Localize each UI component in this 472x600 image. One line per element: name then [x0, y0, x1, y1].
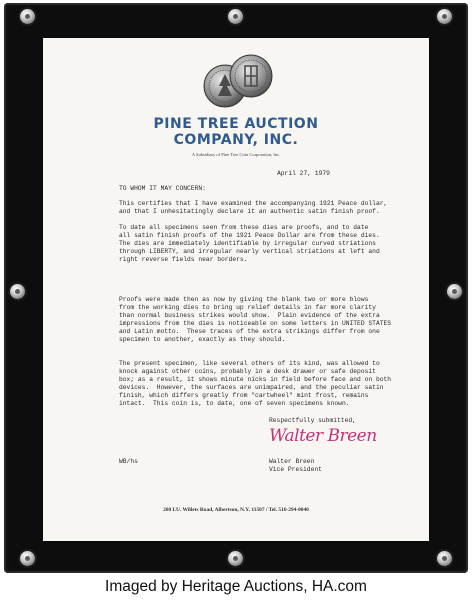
- screw-icon: [20, 9, 35, 24]
- paragraph-2: To date all specimens seen from these dies are proofs, and to date all satin finish proofs of the 1921 Peace Dollar are from these dies. The dies are immediately identifiable by irregular curved striations through LIBERTY, and irregular nearly vertical striations at left and right reverse fields near borders.: [119, 224, 380, 264]
- screw-icon: [437, 551, 452, 566]
- letterhead-address: 200 I.U. Willets Road, Albertson, N.Y. 11507 / Tel. 516-294-0040: [163, 507, 309, 513]
- coins-logo-icon: [201, 52, 275, 112]
- handwritten-signature: Walter Breen: [269, 426, 377, 446]
- screw-icon: [228, 551, 243, 566]
- closing: Respectfully submitted,: [269, 417, 356, 424]
- typist-initials: WB/hs: [119, 458, 138, 465]
- screw-icon: [437, 9, 452, 24]
- signer-title: Vice President: [269, 466, 322, 473]
- screw-icon: [10, 284, 25, 299]
- letter-date: April 27, 1979: [277, 170, 330, 177]
- image-caption: Imaged by Heritage Auctions, HA.com: [105, 578, 367, 595]
- screw-icon: [20, 551, 35, 566]
- letter-page: [43, 38, 429, 541]
- screw-icon: [447, 284, 462, 299]
- paragraph-4: The present specimen, like several others of its kind, was allowed to knock against other coins, probably in a desk drawer or safe deposit box; as a result, it shows minute nicks in field before face and on both devices. However, the surfaces are unimpaired, and the peculiar satin finish, which differs greatly from "cartwheel" mint frost, remains intact. This coin is, to date, one of seven specimens known.: [119, 360, 392, 408]
- subsidiary-note: A Subsidiary of Pine Tree Coin Corporation, Inc.: [191, 152, 281, 157]
- company-name-line1: PINE TREE AUCTION: [153, 116, 319, 132]
- screw-icon: [228, 9, 243, 24]
- company-name-line2: COMPANY, INC.: [173, 132, 299, 148]
- paragraph-3: Proofs were made then as now by giving the blank two or more blows from the working dies to bring up relief details in far more clarity than normal business strikes would show. Plain evidence of the extra impressions from the dies is noticeable on some letters in UNITED STATES and Latin motto. These traces of the extra strikings differ from one specimen to another, exactly as they should.: [119, 296, 392, 344]
- salutation: TO WHOM IT MAY CONCERN:: [119, 185, 206, 192]
- signer-name: Walter Breen: [269, 458, 315, 465]
- paragraph-1: This certifies that I have examined the accompanying 1921 Peace dollar, and that I unhesitatingly declare it an authentic satin finish proof.: [119, 200, 388, 216]
